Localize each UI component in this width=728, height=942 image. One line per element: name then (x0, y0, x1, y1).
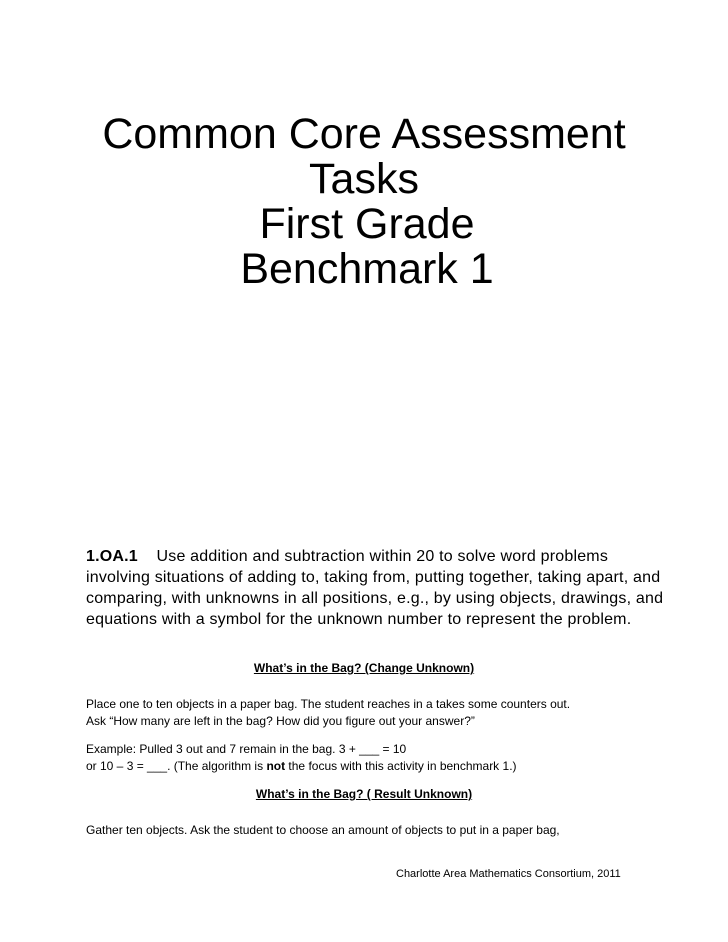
task1-example (86, 741, 666, 775)
title-line-3: First Grade (259, 200, 475, 248)
task1-heading: What’s in the Bag? (Change Unknown) (253, 661, 475, 675)
title-line-1: Common Core Assessment (102, 110, 626, 158)
standard-description (86, 546, 666, 630)
title-line-4: Benchmark 1 (240, 245, 494, 293)
example-emphasis: not (266, 759, 286, 773)
example-text-before: or 10 – 3 = ___. (The algorithm is (86, 759, 267, 773)
task2-heading: What’s in the Bag? ( Result Unknown) (255, 787, 473, 801)
example-text-after: the focus with this activity in benchmark 1.) (285, 759, 517, 773)
task1-instruction-line-1: Place one to ten objects in a paper bag. The student reaches in a takes some counters out. (86, 697, 571, 711)
task1-example-line-2 (86, 758, 666, 775)
page-footer: Charlotte Area Mathematics Consortium, 2011 (396, 868, 621, 880)
task1-instructions (86, 696, 666, 730)
document-title (0, 112, 728, 292)
standard-text: Use addition and subtraction within 20 to solve word problems involving situations of adding to, taking from, putting together, taking apart, and comparing, with unknowns in all positions, e.g., by using objects, drawings, and equations with a symbol for the unknown number to represent the problem. (86, 548, 664, 628)
task1-instruction-line-2: Ask “How many are left in the bag? How did you figure out your answer?” (86, 714, 475, 728)
task2-instruction: Gather ten objects. Ask the student to choose an amount of objects to put in a paper bag, (86, 823, 560, 837)
task1-example-line-1: Example: Pulled 3 out and 7 remain in the bag. 3 + ___ = 10 (86, 742, 407, 756)
title-line-2: Tasks (309, 155, 419, 203)
standard-code: 1.OA.1 (86, 548, 138, 565)
